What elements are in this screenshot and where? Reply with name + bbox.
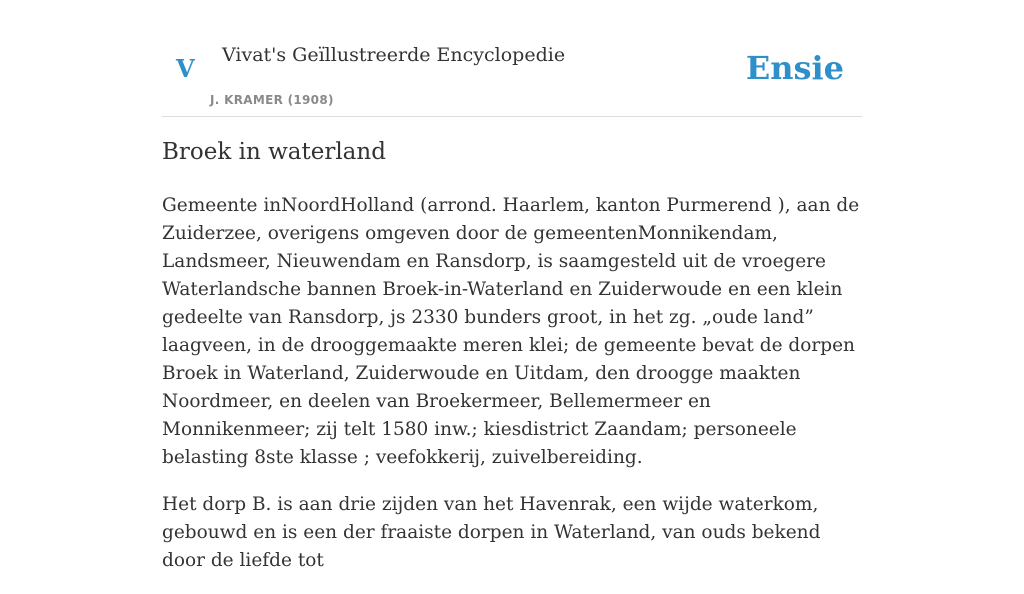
entry-paragraph-1: Gemeente inNoordHolland (arrond. Haarlem, kanton Purmerend ), aan de Zuiderzee, overigens omgeven door de gemeentenMonnikendam, Landsmeer, Nieuwendam en Ransdorp, is saamgesteld uit de vroegere Waterlandsche bannen Broek-in-Waterland en Zuiderwoude en een klein gedeelte van Ransdorp, js 2330 bunders groot, in het zg. „oude land” laagveen, in de drooggemaakte meren klei; de gemeente bevat de dorpen Broek in Waterland, Zuiderwoude en Uitdam, den droogge maakten Noordmeer, en deelen van Broekermeer, Bellemermeer en Monnikenmeer; zij telt 1580 inw.; kiesdistrict Zaandam; personeele belasting 8ste klasse ; veefokkerij, zuivelbereiding.: [162, 195, 860, 468]
book-logo[interactable]: V: [176, 54, 195, 83]
entry-paragraph-2: Het dorp B. is aan drie zijden van het Havenrak, een wijde waterkom, gebouwd en is een der fraaiste dorpen in Waterland, van ouds bekend door de liefde tot: [162, 494, 821, 571]
book-author: J. KRAMER (1908): [210, 93, 334, 107]
entry-title: Broek in waterland: [162, 139, 386, 165]
page-container: [162, 0, 862, 571]
header: [162, 0, 862, 117]
book-title-link[interactable]: Vivat's Geïllustreerde Encyclopedie: [222, 44, 566, 66]
ensie-logo[interactable]: Ensie: [745, 49, 844, 87]
entry-body: [162, 192, 862, 594]
